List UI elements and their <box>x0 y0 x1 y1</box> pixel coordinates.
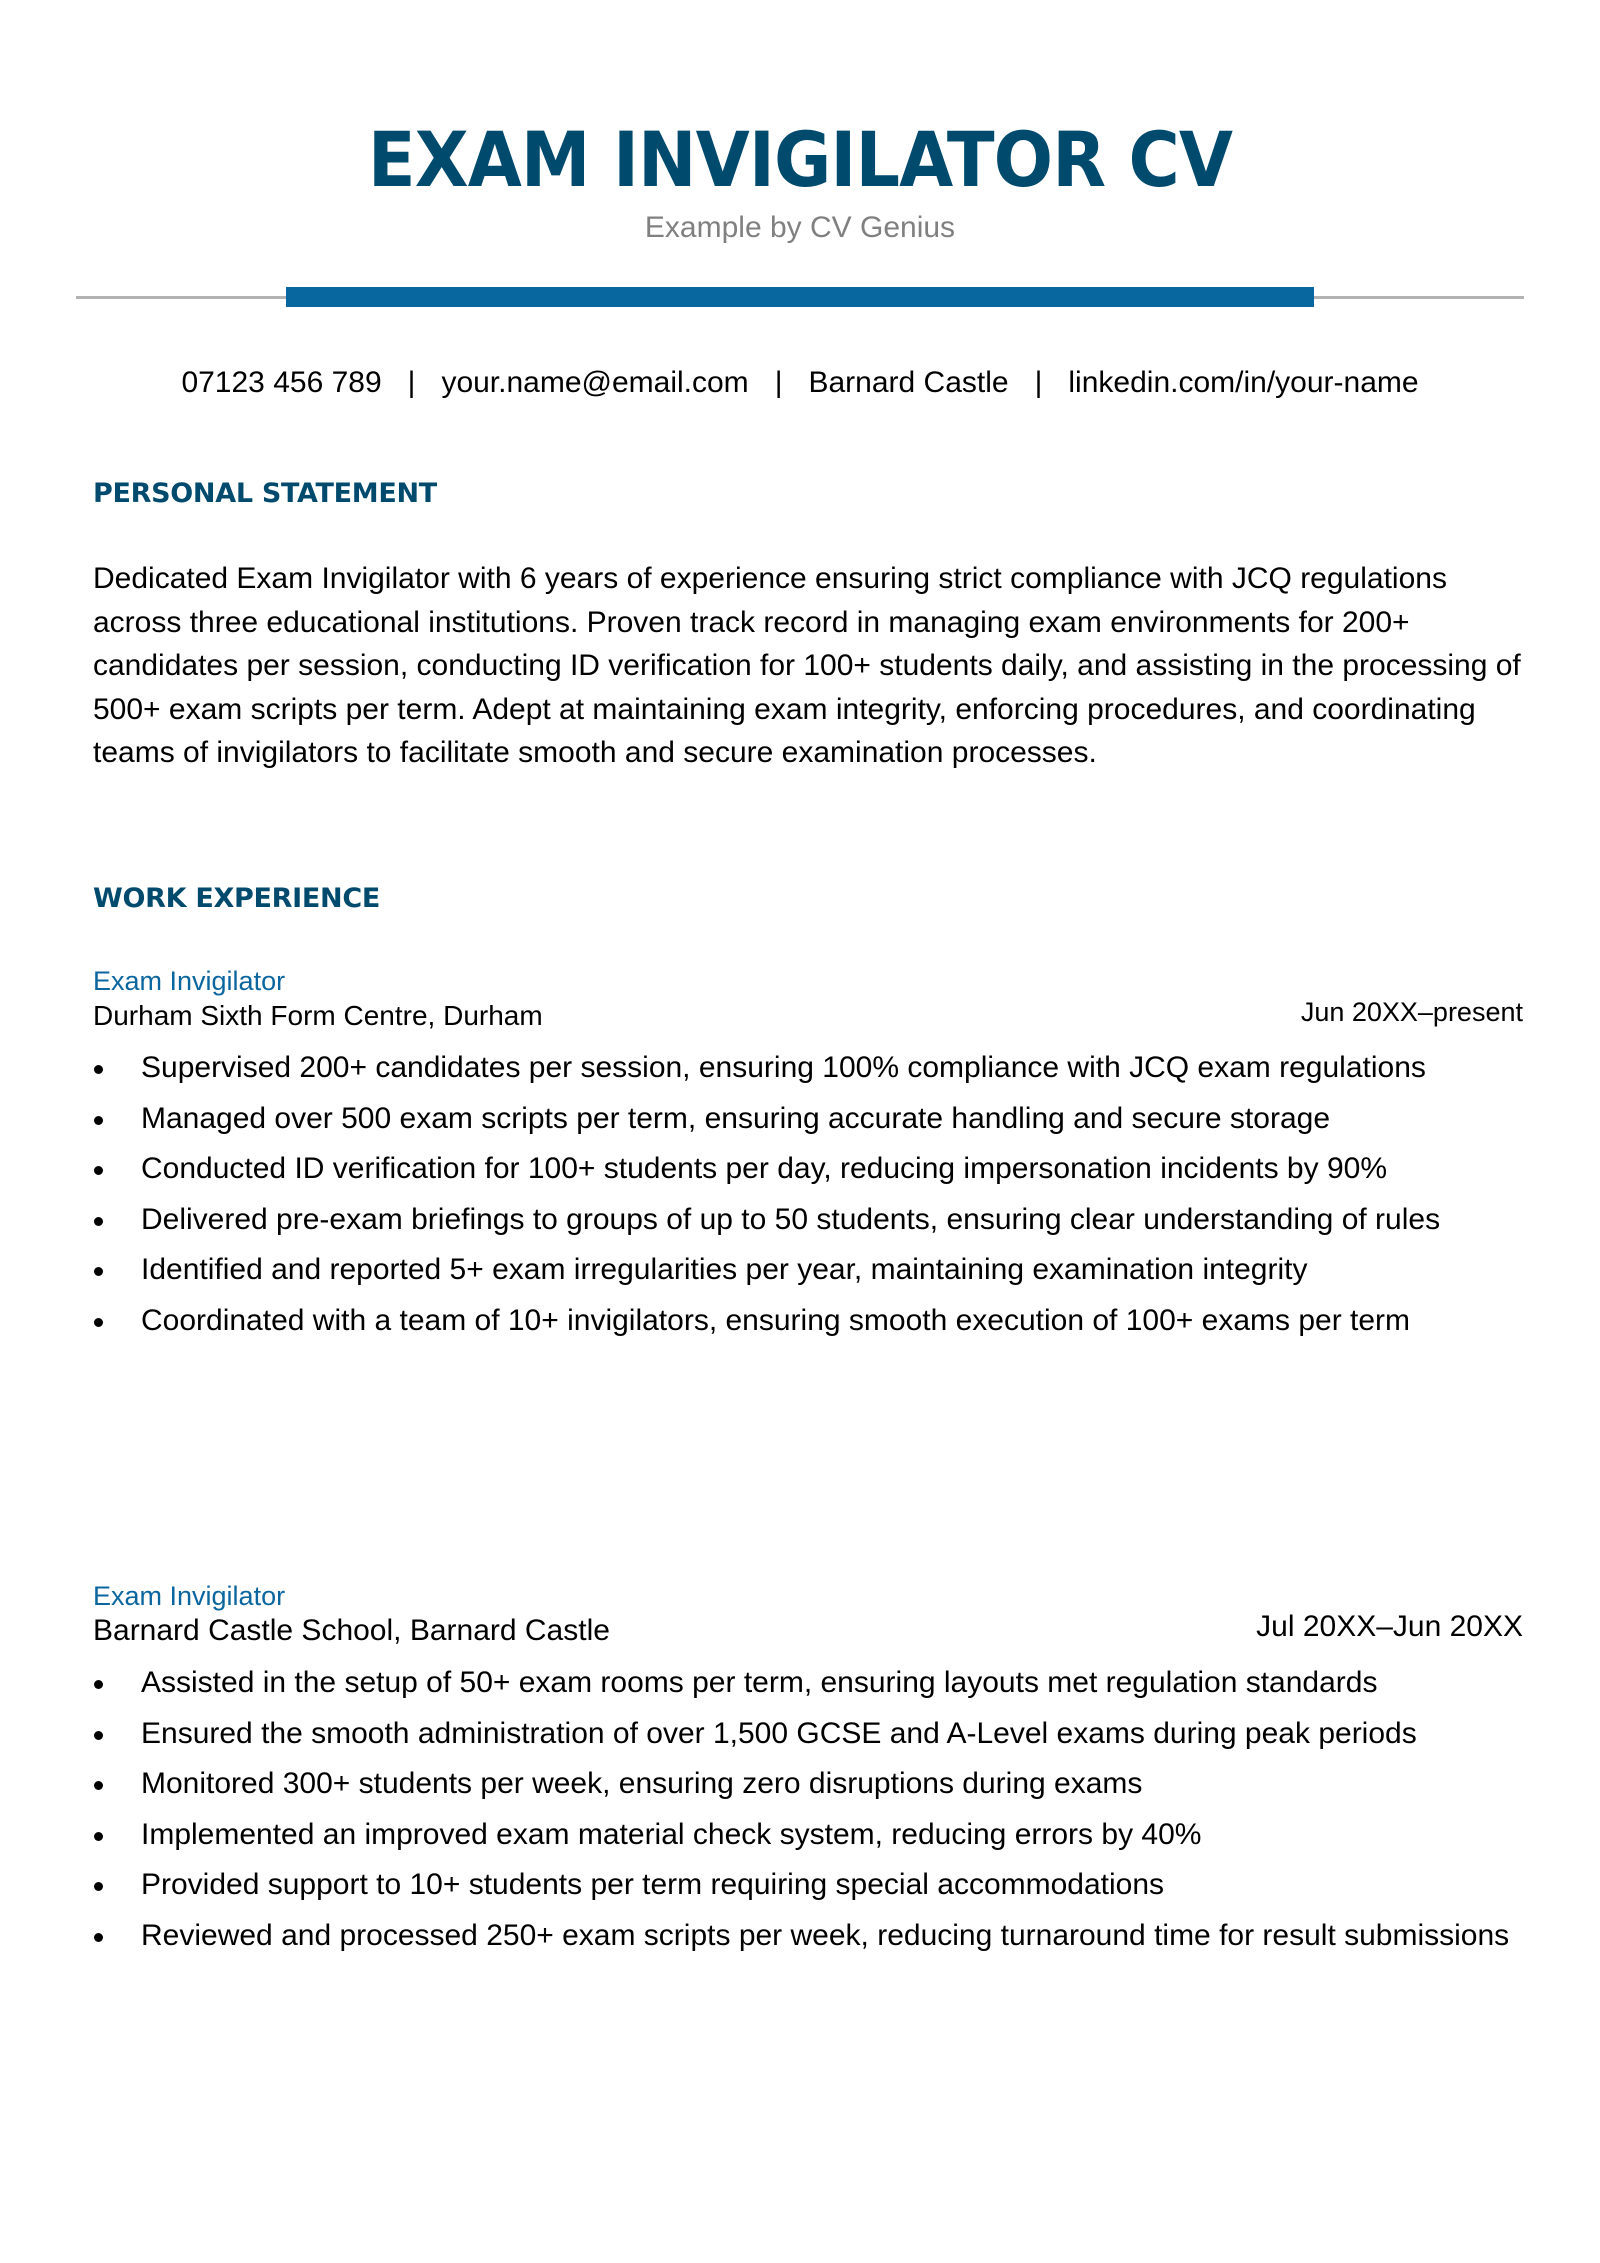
bullet-icon <box>94 1781 103 1790</box>
bullet-text: Managed over 500 exam scripts per term, ensuring accurate handling and secure storage <box>141 1101 1330 1135</box>
bullet-text: Provided support to 10+ students per term requiring special accommodations <box>141 1868 1165 1901</box>
contact-location: Barnard Castle <box>808 366 1009 399</box>
job-bullet <box>93 1713 1541 1756</box>
job-bullet <box>93 1915 1541 1958</box>
contact-phone: 07123 456 789 <box>181 366 382 399</box>
job-company: Durham Sixth Form Centre, Durham <box>93 1000 543 1031</box>
bullet-text: Conducted ID verification for 100+ students per day, reducing impersonation incidents by 90% <box>141 1152 1387 1185</box>
bullet-text: Implemented an improved exam material check system, reducing errors by 40% <box>141 1817 1202 1851</box>
job-bullet <box>93 1300 1541 1343</box>
job-bullets <box>93 1047 1523 1342</box>
contact-separator: | <box>774 366 783 399</box>
contact-separator: | <box>1034 366 1043 399</box>
job-bullet <box>93 1763 1541 1806</box>
job-meta <box>93 997 1523 1035</box>
bullet-icon <box>94 1116 103 1125</box>
job-bullet <box>93 1864 1541 1907</box>
cv-title: EXAM INVIGILATOR CV <box>367 115 1233 204</box>
bullet-icon <box>94 1882 103 1891</box>
bullet-text: Reviewed and processed 250+ exam scripts per week, reducing turnaround time for result submissions <box>141 1918 1510 1952</box>
job-entry <box>93 1580 1523 1965</box>
bullet-icon <box>94 1832 103 1841</box>
job-bullet <box>93 1148 1541 1191</box>
contact-linkedin[interactable]: linkedin.com/in/your-name <box>1068 366 1419 399</box>
job-bullet <box>93 1199 1541 1242</box>
bullet-icon <box>94 1267 103 1276</box>
bullet-text: Coordinated with a team of 10+ invigilators, ensuring smooth execution of 100+ exams per term <box>141 1303 1411 1337</box>
job-bullet <box>93 1047 1541 1090</box>
bullet-icon <box>94 1731 103 1740</box>
work-experience-heading: WORK EXPERIENCE <box>93 883 380 914</box>
job-company: Barnard Castle School, Barnard Castle <box>93 1614 610 1647</box>
job-bullet <box>93 1814 1541 1857</box>
bullet-text: Identified and reported 5+ exam irregularities per year, maintaining examination integrity <box>141 1253 1308 1286</box>
contact-line <box>0 362 1600 404</box>
bullet-text: Delivered pre-exam briefings to groups of up to 50 students, ensuring clear understanding of rules <box>141 1202 1441 1236</box>
bullet-text: Supervised 200+ candidates per session, ensuring 100% compliance with JCQ exam regulations <box>141 1051 1426 1084</box>
job-entry <box>93 965 1523 1350</box>
personal-statement-heading: PERSONAL STATEMENT <box>93 478 437 509</box>
bullet-icon <box>94 1318 103 1327</box>
job-bullet <box>93 1098 1541 1141</box>
job-dates: Jul 20XX–Jun 20XX <box>1256 1610 1523 1643</box>
bullet-icon <box>94 1166 103 1175</box>
bullet-icon <box>94 1680 103 1689</box>
bullet-icon <box>94 1217 103 1226</box>
header-divider-bar <box>286 287 1314 307</box>
bullet-icon <box>94 1065 103 1074</box>
job-bullets <box>93 1662 1523 1957</box>
cv-subtitle: Example by CV Genius <box>644 211 956 244</box>
job-bullet <box>93 1249 1541 1292</box>
job-meta <box>93 1612 1523 1650</box>
job-title: Exam Invigilator <box>93 966 286 996</box>
bullet-text: Ensured the smooth administration of over 1,500 GCSE and A-Level exams during peak periods <box>141 1716 1417 1750</box>
job-bullet <box>93 1662 1541 1705</box>
job-title: Exam Invigilator <box>93 1581 286 1611</box>
bullet-icon <box>94 1933 103 1942</box>
bullet-text: Monitored 300+ students per week, ensuring zero disruptions during exams <box>141 1767 1143 1800</box>
job-dates: Jun 20XX–present <box>1300 997 1523 1027</box>
contact-separator: | <box>407 366 416 399</box>
contact-email[interactable]: your.name@email.com <box>441 366 749 399</box>
bullet-text: Assisted in the setup of 50+ exam rooms per term, ensuring layouts met regulation standards <box>141 1666 1378 1699</box>
personal-statement-text: Dedicated Exam Invigilator with 6 years of experience ensuring strict compliance with JCQ regulations across three educational institutions. Proven track record in managing exam environments for 200+ candidates per session, conducting ID verification for 100+ students daily, and assisting in the processing of 500+ exam scripts per term. Adept at maintaining exam integrity, enforcing procedures, and coordinating teams of invigilators to facilitate smooth and secure examination processes. <box>93 562 1521 769</box>
